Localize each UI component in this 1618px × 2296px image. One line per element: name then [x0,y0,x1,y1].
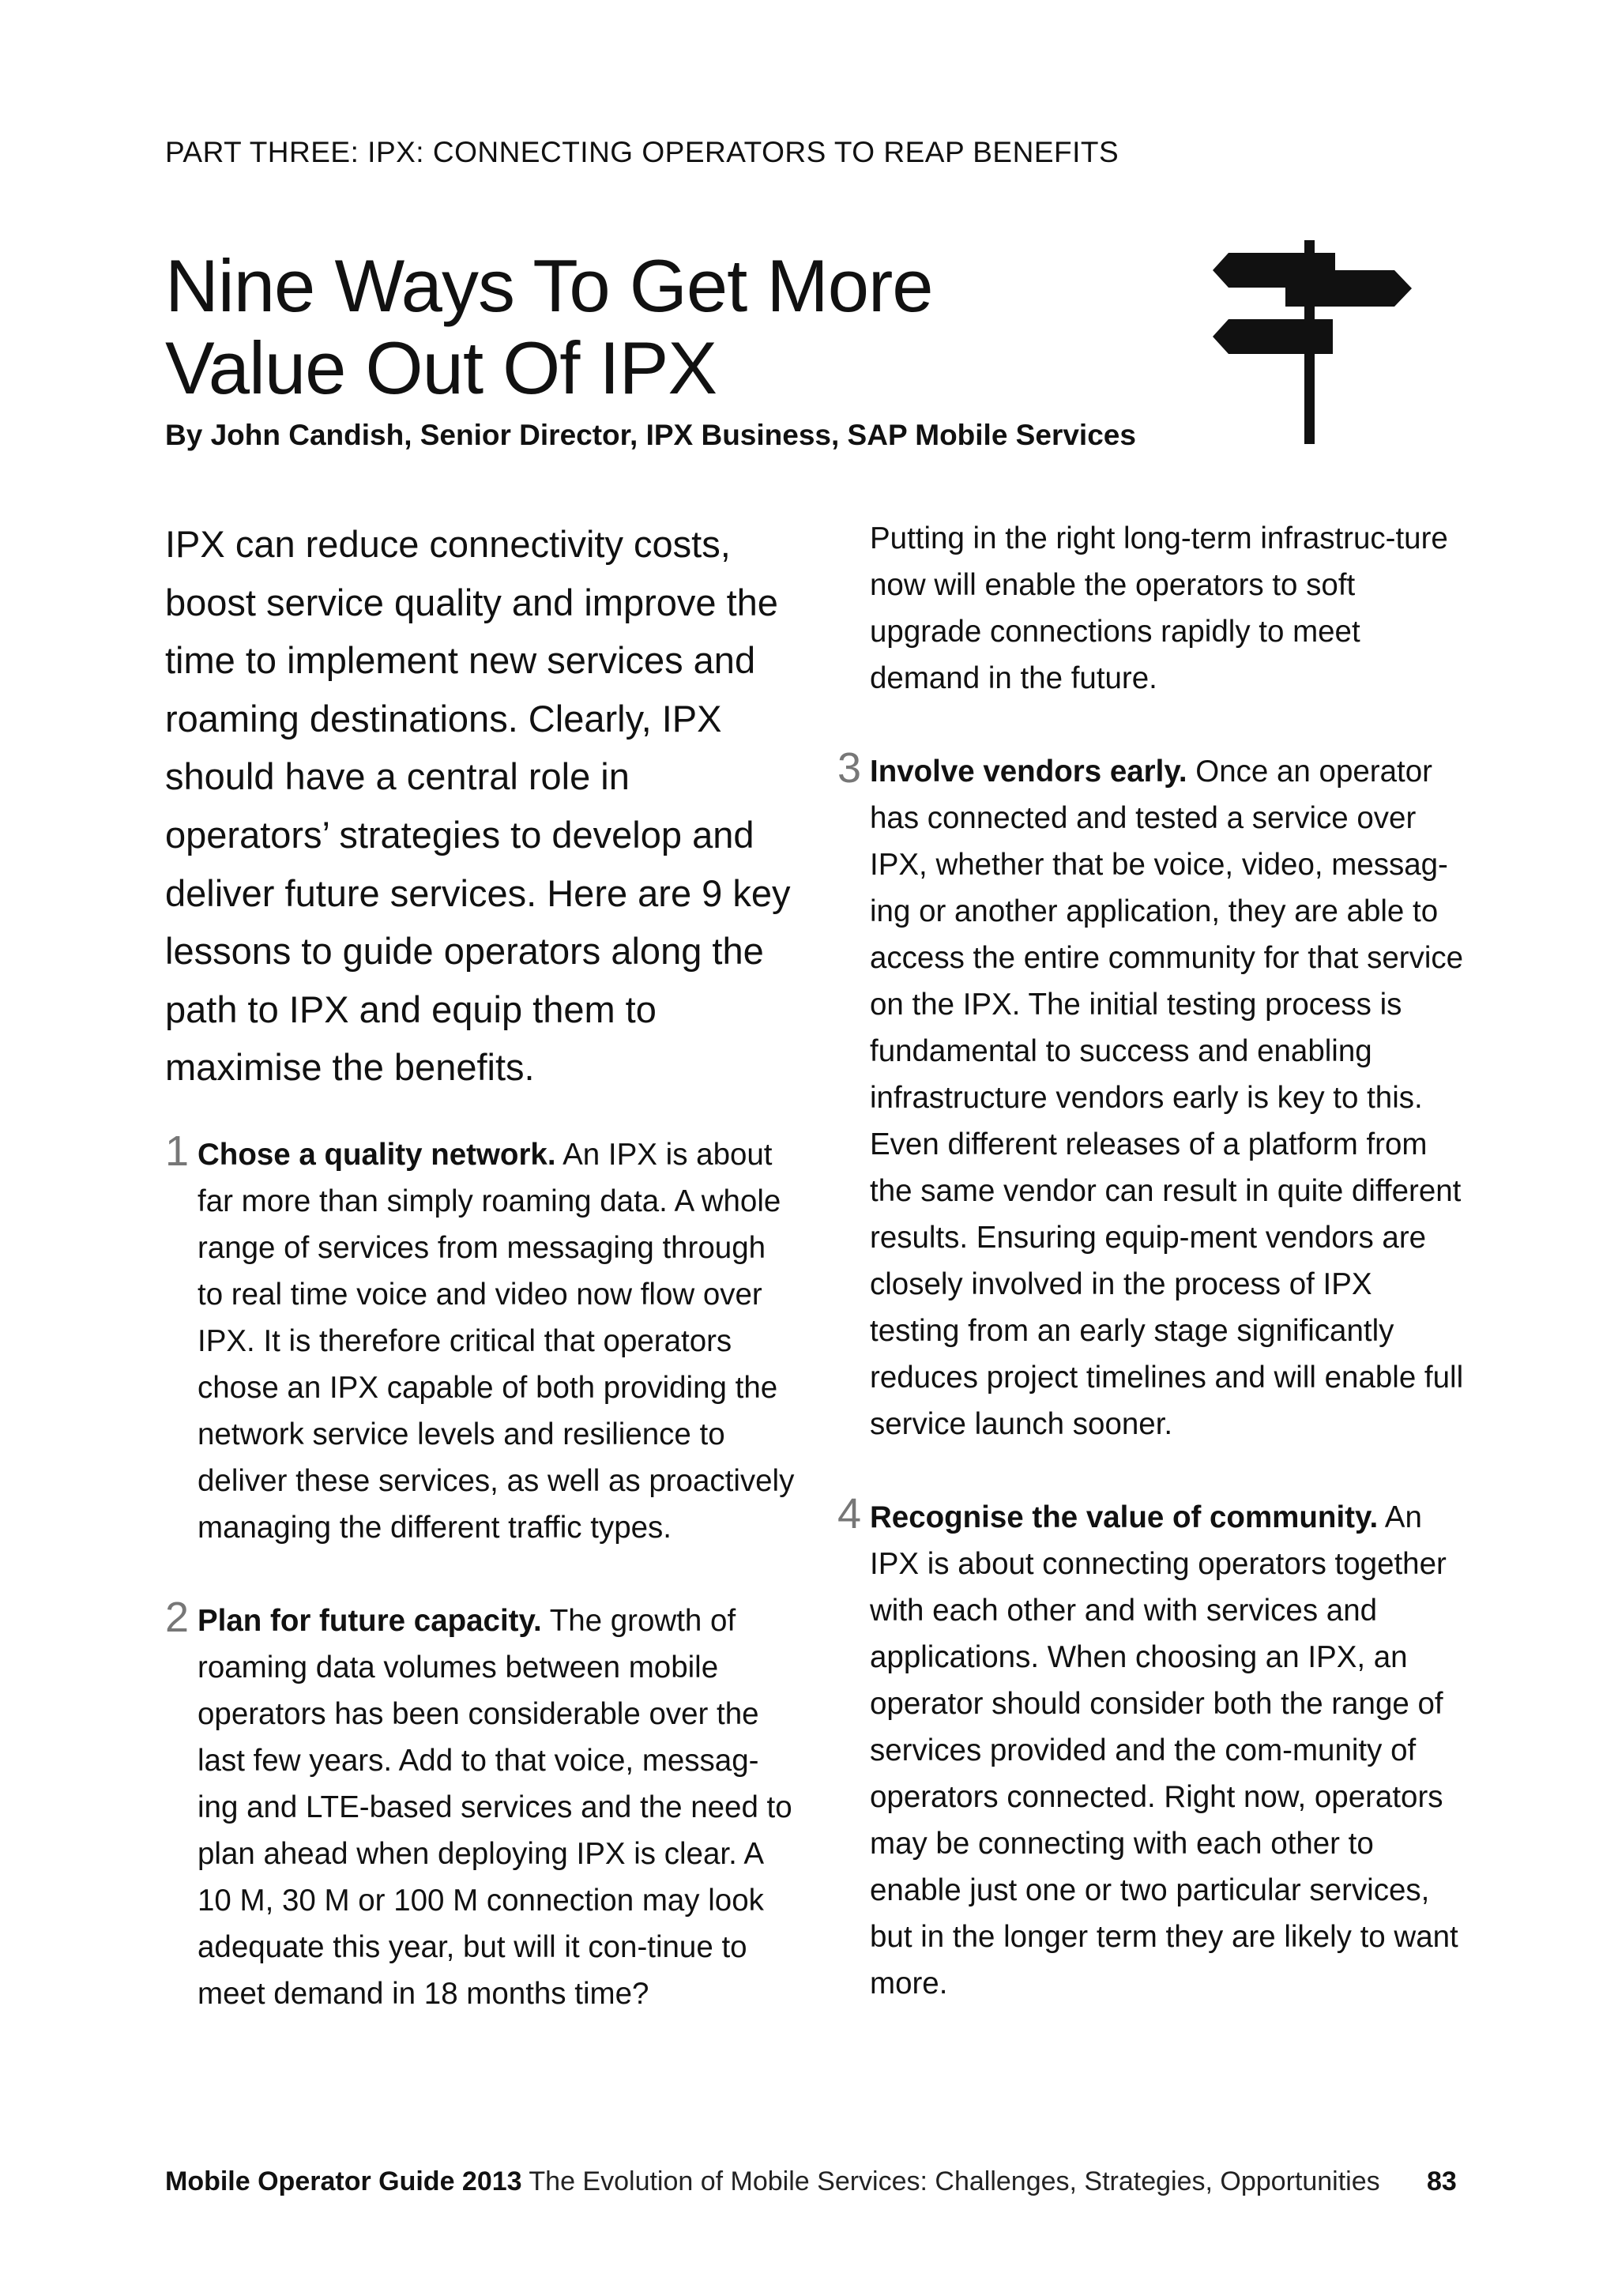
item-body: The growth of roaming data volumes between mobile operators has been considerable over the last few years. Add to that voice, messag-ing and LTE-based services and the need to plan ahead when deploying IPX is clear. A 10 M, 30 M or 100 M connection may look adequate this year, but will it con-tinue to meet demand in 18 months time? [198,1603,792,2011]
item-body: An IPX is about connecting operators together with each other and with services and applications. When choosing an IPX, an operator should consider both the range of services provided and the com-munity of operators connected. Right now, operators may be connecting with each other to enable just one or two particular services, but in the longer term they are likely to want more. [870,1500,1458,2001]
item-heading: Chose a quality network. [198,1137,556,1172]
left-column [165,515,797,2064]
signpost-icon [1197,235,1418,449]
footer-subtitle: The Evolution of Mobile Services: Challenges, Strategies, Opportunities [521,2166,1380,2196]
item-heading: Plan for future capacity. [198,1603,542,1638]
footer-publication: Mobile Operator Guide 2013 [165,2166,522,2196]
list-item [165,1127,797,1551]
right-column [837,515,1469,2053]
item-continuation [837,515,1469,702]
page-number: 83 [1427,2166,1457,2196]
title-line-1: Nine Ways To Get More [165,244,933,327]
list-item [165,1593,797,2017]
item-heading: Recognise the value of community. [870,1500,1379,1534]
title-line-2: Value Out Of IPX [165,326,717,409]
item-number: 2 [165,1593,190,1641]
section-label: PART THREE: IPX: CONNECTING OPERATORS TO REAP BENEFITS [165,136,1119,168]
item-number: 4 [837,1490,862,1538]
list-item [837,1490,1469,2007]
item-number: 1 [165,1127,190,1175]
page-footer [165,2166,1380,2197]
article-title [165,245,1113,409]
item-body: An IPX is about far more than simply roaming data. A whole range of services from messaging through to real time voice and video now flow over IPX. It is therefore critical that operators chose an IPX capable of both providing the network service levels and resilience to deliver these services, as well as proactively managing the different traffic types. [198,1137,795,1545]
item-body: Once an operator has connected and tested a service over IPX, whether that be voice, video, messag-ing or another application, they are able to access the entire community for that service on the IPX. The initial testing process is fundamental to success and enabling infrastructure vendors early is key to this. Even different releases of a platform from the same vendor can result in quite different results. Ensuring equip-ment vendors are closely involved in the process of IPX testing from an early stage significantly reduces project timelines and will enable full service launch sooner. [870,755,1464,1441]
item-body: Putting in the right long-term infrastruc-ture now will enable the operators to soft upgrade connections rapidly to meet demand in the future. [870,521,1448,695]
intro-paragraph: IPX can reduce connectivity costs, boost service quality and improve the time to implement new services and roaming destinations. Clearly, IPX should have a central role in operators’ strategies to develop and deliver future services. Here are 9 key lessons to guide operators along the path to IPX and equip them to maximise the benefits. [165,523,791,1089]
list-item [837,744,1469,1447]
item-number: 3 [837,744,862,792]
byline: By John Candish, Senior Director, IPX Business, SAP Mobile Services [165,419,1136,451]
item-heading: Involve vendors early. [870,755,1187,789]
